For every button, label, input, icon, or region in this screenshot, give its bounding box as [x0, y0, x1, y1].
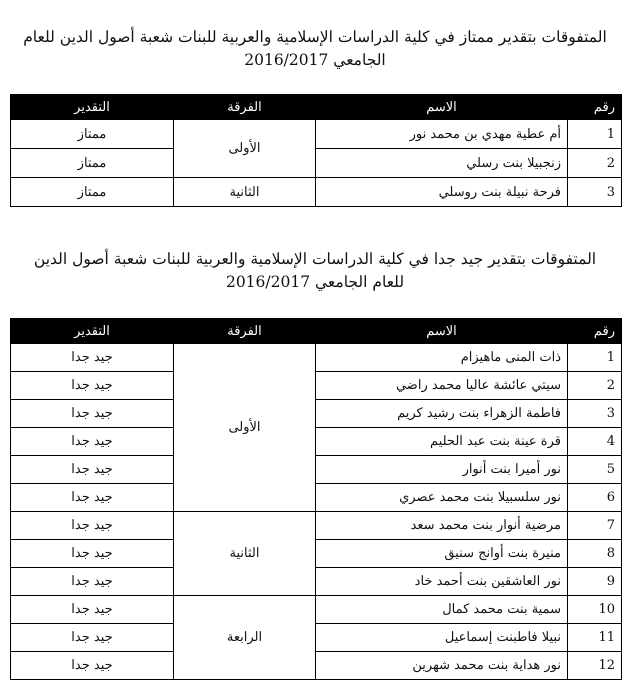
table-row	[11, 484, 622, 512]
row-num: 8	[568, 540, 622, 568]
very-good-students-table	[10, 318, 622, 680]
row-name: ذات المنى ماهيزام	[316, 344, 568, 372]
table-row	[11, 568, 622, 596]
row-grade: جيد جدا	[11, 540, 174, 568]
row-name: فاطمة الزهراء بنت رشيد كريم	[316, 400, 568, 428]
row-grade: جيد جدا	[11, 484, 174, 512]
table-row	[11, 120, 622, 149]
table-header-row	[11, 95, 622, 120]
table-row	[11, 372, 622, 400]
table-row	[11, 428, 622, 456]
header-grade: التقدير	[11, 95, 174, 120]
row-num: 6	[568, 484, 622, 512]
row-num: 11	[568, 624, 622, 652]
section2-title-line1: المتفوقات بتقدير جيد جدا في كلية الدراسات الإسلامية والعربية للبنات شعبة أصول الدين	[33, 250, 597, 268]
table-row	[11, 149, 622, 178]
row-name: سيتي عائشة عاليا محمد راضي	[316, 372, 568, 400]
header-year: الفرقة	[174, 319, 316, 344]
header-grade: التقدير	[11, 319, 174, 344]
year-group: الأولى	[174, 344, 316, 512]
row-name: نور هداية بنت محمد شهرين	[316, 652, 568, 680]
row-num: 10	[568, 596, 622, 624]
section1-title-line1: المتفوقات بتقدير ممتاز في كلية الدراسات الإسلامية والعربية للبنات شعبة أصول الدين للعام	[23, 28, 607, 46]
row-num: 2	[568, 372, 622, 400]
row-num: 12	[568, 652, 622, 680]
table-row	[11, 652, 622, 680]
row-name: أم عطية مهدي بن محمد نور	[316, 120, 568, 149]
table-row	[11, 178, 622, 207]
year-group: الثانية	[174, 178, 316, 207]
row-name: فرحة نبيلة بنت روسلي	[316, 178, 568, 207]
row-grade: ممتاز	[11, 178, 174, 207]
table-row	[11, 512, 622, 540]
row-grade: جيد جدا	[11, 456, 174, 484]
row-name: قرة عينة بنت عبد الحليم	[316, 428, 568, 456]
table-row	[11, 540, 622, 568]
header-year: الفرقة	[174, 95, 316, 120]
row-name: زنجبيلا بنت رسلي	[316, 149, 568, 178]
row-grade: جيد جدا	[11, 596, 174, 624]
year-group: الثانية	[174, 512, 316, 596]
table-row	[11, 400, 622, 428]
row-grade: جيد جدا	[11, 568, 174, 596]
row-num: 9	[568, 568, 622, 596]
row-name: نور أميرا بنت أنوار	[316, 456, 568, 484]
row-num: 5	[568, 456, 622, 484]
row-name: سمية بنت محمد كمال	[316, 596, 568, 624]
row-num: 3	[568, 178, 622, 207]
year-group: الأولى	[174, 120, 316, 178]
row-name: مرضية أنوار بنت محمد سعد	[316, 512, 568, 540]
row-grade: جيد جدا	[11, 652, 174, 680]
year-group: الرابعة	[174, 596, 316, 680]
row-grade: جيد جدا	[11, 344, 174, 372]
section1-heading	[0, 26, 630, 72]
row-num: 1	[568, 344, 622, 372]
row-num: 7	[568, 512, 622, 540]
header-num: رقم	[568, 319, 622, 344]
section2-title-line2: للعام الجامعي 2016/2017	[225, 273, 405, 291]
row-name: نور سلسبيلا بنت محمد عصري	[316, 484, 568, 512]
table-row	[11, 624, 622, 652]
row-num: 3	[568, 400, 622, 428]
row-num: 2	[568, 149, 622, 178]
row-grade: جيد جدا	[11, 428, 174, 456]
row-name: نبيلا فاطبنت إسماعيل	[316, 624, 568, 652]
header-name: الاسم	[316, 95, 568, 120]
header-num: رقم	[568, 95, 622, 120]
row-grade: جيد جدا	[11, 512, 174, 540]
row-num: 4	[568, 428, 622, 456]
row-num: 1	[568, 120, 622, 149]
row-name: نور العاشقين بنت أحمد خاد	[316, 568, 568, 596]
row-grade: ممتاز	[11, 120, 174, 149]
table-row	[11, 344, 622, 372]
section1-title-line2: الجامعي 2016/2017	[244, 51, 386, 69]
row-grade: ممتاز	[11, 149, 174, 178]
excellent-students-table	[10, 94, 622, 207]
table-row	[11, 596, 622, 624]
header-name: الاسم	[316, 319, 568, 344]
row-grade: جيد جدا	[11, 372, 174, 400]
row-grade: جيد جدا	[11, 400, 174, 428]
table-header-row	[11, 319, 622, 344]
row-grade: جيد جدا	[11, 624, 174, 652]
section2-heading	[0, 248, 630, 294]
row-name: منيرة بنت أوانج سنيق	[316, 540, 568, 568]
table-row	[11, 456, 622, 484]
